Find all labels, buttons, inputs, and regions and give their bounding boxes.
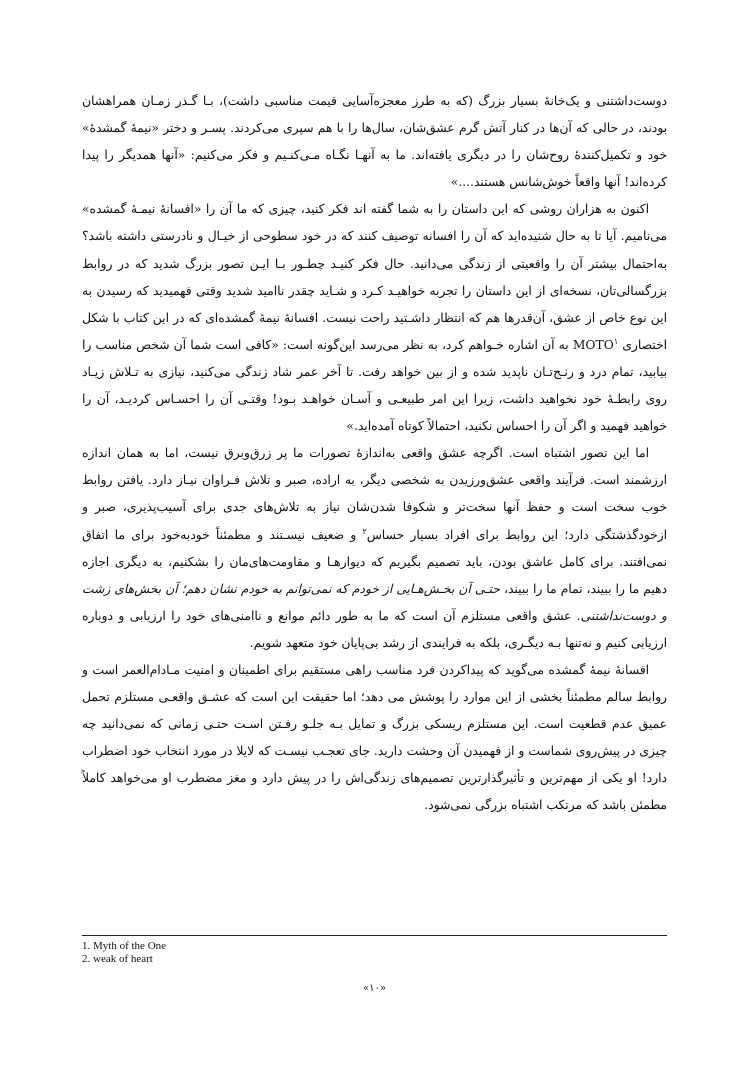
footnote-2: 2. weak of heart xyxy=(82,953,153,965)
paragraph-1-text: دوست‌داشتنی و یک‌خانهٔ بسیار بزرگ (که به طرز معجزه‌آسایی قیمت مناسبی داشت)، بـا گـذر زمـان همراهشان بودند، در حالی که آن‌ها در کنار آتش گرم عشق‌شان، سال‌ها را با هم سپری می‌کردند. پسـر و دختر «نیمهٔ گمشدهٔ» خود و تکمیل‌کنندهٔ روح‌شان را در دیگری یافته‌اند. ما به آنهـا نگـاه مـی‌کنـیم و فکر می‌کنیم: «آنها همدیگر را پیدا کرده‌اند! آنها واقعاً خوش‌شانس هستند....» xyxy=(82,94,667,190)
body-text xyxy=(82,88,667,820)
footnote-1: 1. Myth of the One xyxy=(82,940,167,952)
paragraph-3-text-c: عشق واقعی مستلزم آن است که ما به طور دائم موانع و ناامنی‌های خود را ارزیابی و دوباره ارزیابی کنیم و نه‌تنها بـه دیگـری، بلکه به فرایندی از رشد بی‌پایان خود متعهد شویم. xyxy=(82,608,667,650)
paragraph-1 xyxy=(82,88,667,196)
paragraph-2-text-a: اکنون به هزاران روشی که این داستان را به شما گفته اند فکر کنید، چیزی که ما آن را «افسانهٔ نیمـهٔ گمشده» می‌نامیم. آیا تا به حال شنیده‌اید که آن را افسانه توصیف کنند که در خود سطوحی از خیـال و نادرستی داشته باشد؟ به‌احتمال بیشتر آن را واقعیتی از زندگی می‌دانید. حال فکر کنیـد چطـور بـا ایـن تصور بزرگ شدید که در روابط بزرگسالی‌تان، نسخه‌ای از این داستان را تجربه خواهیـد کـرد و شـاید چقدر ناامید شدید وقتی فهمیدید که رسیدن به این نوع خاص از عشق، آن‌قدرها هم که انتظار داشـتید راحت نیست. افسانهٔ نیمهٔ گمشده‌ای که در این کتاب با شکل اختصاری MOTO xyxy=(82,202,667,352)
paragraph-3-text-b: و ضعیف نیسـتند و مطمئناً خودبه‌خود برای ما اتفاق نمی‌افتند. برای کامل عاشق بودن، باید تصمیم بگیریم که دیوارهـا و مقاومت‌های‌مان را بشکنیم، به دیگری اجازه دهیم ما را ببیند، تمام ما را ببیند، xyxy=(82,527,667,596)
footnote-divider xyxy=(82,935,667,936)
paragraph-3-italic: حتـی آن بخـش‌هـایی از خودم که نمی‌توانم به خودم نشان دهم؛ آن بخش‌های زشت و دوست‌نداشتنی. xyxy=(82,581,667,623)
paragraph-2 xyxy=(82,196,667,440)
footnotes xyxy=(82,940,667,966)
footnote-ref-2: ۲ xyxy=(362,526,367,536)
paragraph-3-text-a: اما این تصور اشتباه است. اگرچه عشق واقعی به‌اندازهٔ تصورات ما پر زرق‌وبرق نیست، اما به همان اندازه ارزشمند است. فرآیند واقعی عشق‌ورزیدن به شخصی دیگر، به اراده، صبر و تلاش فـراوان نیـاز دارد. یافتن روابط خوب سخت است و حفظ آنها سخت‌تر و شکوفا شدن‌شان نیاز به تلاش‌های جدی برای آسیب‌پذیری، صبر و ازخودگذشتگی دارد؛ این روابط برای افراد بسیار حساس xyxy=(82,446,667,542)
paragraph-3 xyxy=(82,440,667,657)
paragraph-2-text-b: به آن اشاره خـواهم کرد، به نظر می‌رسد این‌گونه است: «کافی است شما آن شخص مناسب را بیابید، تمام درد و رنـج‌تـان ناپدید شده و از بین خواهد رفت. تا آخر عمر شاد زندگی می‌کنید، نیازی به تـلاش زیـاد روی رابطـهٔ خود نخواهید داشت، زیرا این امر طبیعـی و آسـان خواهـد بـود! وقتـی آن را احسـاس کردیـد، آن را خواهید فهمید و اگر آن را احساس نکنید، احتمالاً کوتاه آمده‌اید.» xyxy=(82,337,667,434)
footnote-ref-1: ۱ xyxy=(613,336,619,346)
page-number: «۱۰» xyxy=(363,983,386,994)
paragraph-4 xyxy=(82,657,667,820)
paragraph-4-text: افسانهٔ نیمهٔ گمشده می‌گوید که پیداکردن فرد مناسب راهی مستقیم برای اطمینان و امنیت مـادام‌العمر است و روابط سالم مطمئناً بخشی از این موارد را پوشش می دهد؛ اما حقیقت این است که عشـق واقعـی مستلزم تحمل عمیق عدم قطعیت است. این مستلزم ریسکی بزرگ و تمایل بـه جلـو رفـتن اسـت حتـی زمانی که نمی‌دانید چه چیزی در پیش‌روی شماست و از فهمیدن آن وحشت دارید. جای تعجـب نیسـت که لایلا در مورد انتخاب خود اضطراب دارد! او یکی از مهم‌ترین و تأثیرگذارترین تصمیم‌های زندگی‌اش را در پیش دارد و مغز مضطرب او می‌خواهد کاملاً مطمئن باشد که مرتکب اشتباه بزرگی نمی‌شود. xyxy=(82,662,667,813)
